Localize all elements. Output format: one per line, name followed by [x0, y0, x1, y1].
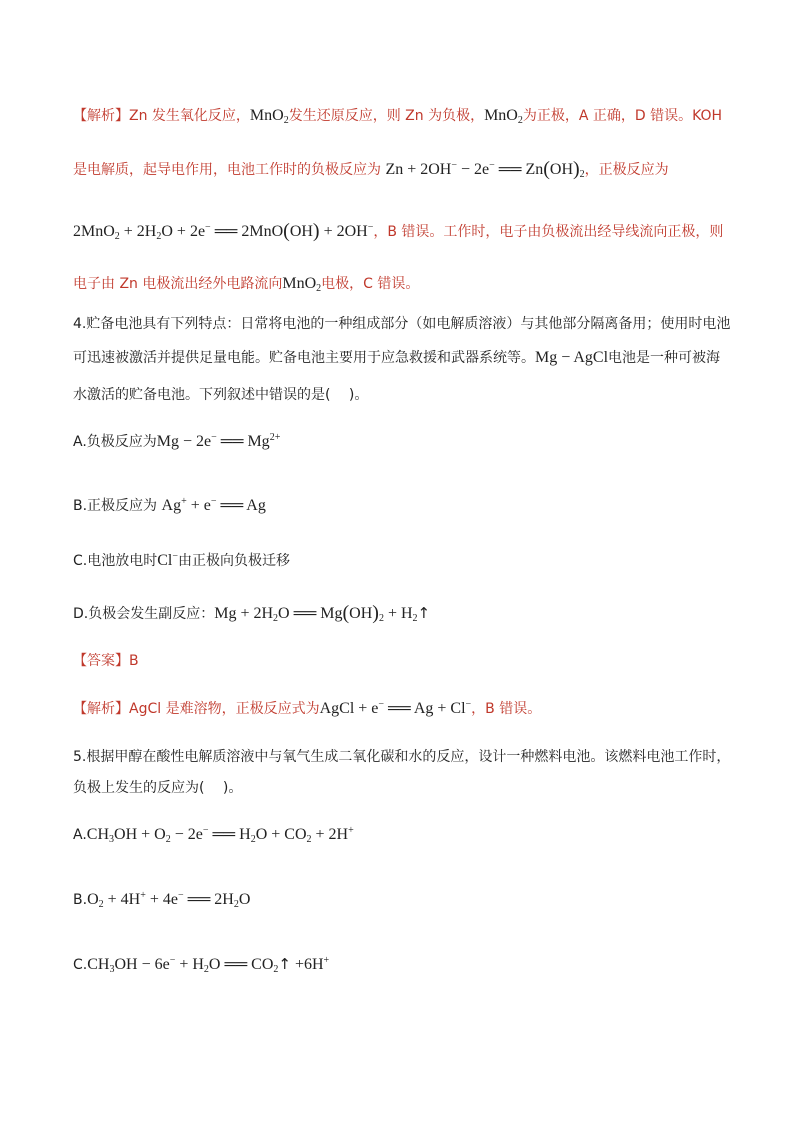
text: 发生还原反应，则 Zn 为负极，: [288, 108, 485, 124]
text: ，B 错误。工作时，电子由负极流出经导线流向正极，则: [373, 224, 724, 240]
answer-tag: 【答案】: [73, 653, 129, 669]
formula-mno2: MnO$_2$: [249, 107, 289, 126]
equation-negative-electrode: Zn + 2OH− − 2e− ══ $Zn(OH)_2$: [385, 158, 585, 180]
analysis-1-line-3: [73, 222, 733, 242]
analysis-1-line-2: [73, 160, 733, 180]
question-5-line-2: 负极上发生的反应为( )。: [73, 780, 243, 796]
text: 电极，C 错误。: [321, 276, 420, 292]
equation-positive-electrode: $2MnO_2 + 2H_2O + 2e^-$ ══ 2MnO(OH) + 2OH−: [73, 220, 374, 242]
formula-mg-agcl: Mg − AgCl: [535, 349, 609, 366]
formula-mno2: MnO$_2$: [484, 107, 523, 126]
analysis-1-line-4: [73, 274, 733, 294]
option-b[interactable]: [73, 496, 733, 516]
analysis-1-line-1: [73, 106, 733, 126]
answer-value: B: [129, 653, 139, 669]
analysis-tag: 【解析】: [73, 108, 129, 124]
option-c[interactable]: C.电池放电时Cl−由正极向负极迁移: [73, 551, 290, 569]
question-4-line-3: 水激活的贮备电池。下列叙述中错误的是( )。: [73, 387, 369, 403]
text: ，正极反应为: [584, 162, 669, 178]
text: Zn 发生氧化反应，: [129, 108, 250, 124]
text: 为正极，A 正确，D 错误。KOH: [522, 108, 723, 124]
question-4-line-2: 可迅速被激活并提供足量电能。贮备电池主要用于应急救援和武器系统等。Mg − AgCl电池是一种可被海: [73, 349, 721, 366]
analysis-tag: 【解析】: [73, 701, 129, 717]
option-label: D.负极会发生副反应：: [73, 606, 215, 622]
equation: Mg − 2e− ══ $Mg^{2+}$: [156, 432, 281, 450]
option-c[interactable]: [73, 954, 733, 975]
option-a[interactable]: [73, 825, 733, 845]
question-4-line-1: 4.贮备电池具有下列特点：日常将电池的一种组成部分（如电解质溶液）与其他部分隔离备用；使用时电池: [73, 316, 731, 332]
formula-cl-ion: Cl−: [157, 551, 178, 569]
option-label: B.正极反应为: [73, 498, 158, 514]
option-label: A.: [73, 827, 87, 843]
equation: Ag+ + e− ══ Ag: [161, 496, 266, 514]
option-label: C.电池放电时: [73, 553, 158, 569]
text: 电子由 Zn 电极流出经外电路流向: [73, 276, 283, 292]
equation: $O_2 + 4H^+ + 4e^-$ ══ $2H_2O$: [87, 890, 251, 910]
equation: $Mg + 2H_2O$ ══ $Mg(OH)_2$ + $H_2↑$: [214, 602, 431, 624]
option-label: B.: [73, 892, 88, 908]
option-d[interactable]: [73, 603, 733, 624]
answer-4: [73, 651, 733, 671]
equation: $CH_3OH - 6e^- + H_2O$ ══ $CO_2↑ +6H^+$: [87, 955, 330, 975]
up-arrow-icon: ↑: [417, 604, 431, 622]
option-a[interactable]: [73, 432, 733, 452]
up-arrow-icon: ↑: [278, 955, 291, 973]
text: 是电解质，起导电作用，电池工作时的负极反应为: [73, 162, 381, 178]
equation: $CH_3OH + O_2 - 2e^-$ ══ $H_2O + CO_2 + 2H^+$: [86, 825, 354, 845]
question-5-line-1: 5.根据甲醇在酸性电解质溶液中与氧气生成二氧化碳和水的反应，设计一种燃料电池。该燃料电池工作时，: [73, 749, 731, 765]
equation: AgCl + e− ══ Ag + Cl−: [319, 699, 472, 717]
analysis-4: 【解析】AgCl 是难溶物，正极反应式为AgCl + e− ══ Ag + Cl−，B 错误。: [73, 699, 542, 717]
option-b[interactable]: [73, 890, 733, 910]
formula-mno2: MnO$_2$: [282, 275, 322, 294]
option-label: C.: [73, 957, 88, 973]
option-label: A.负极反应为: [73, 434, 157, 450]
